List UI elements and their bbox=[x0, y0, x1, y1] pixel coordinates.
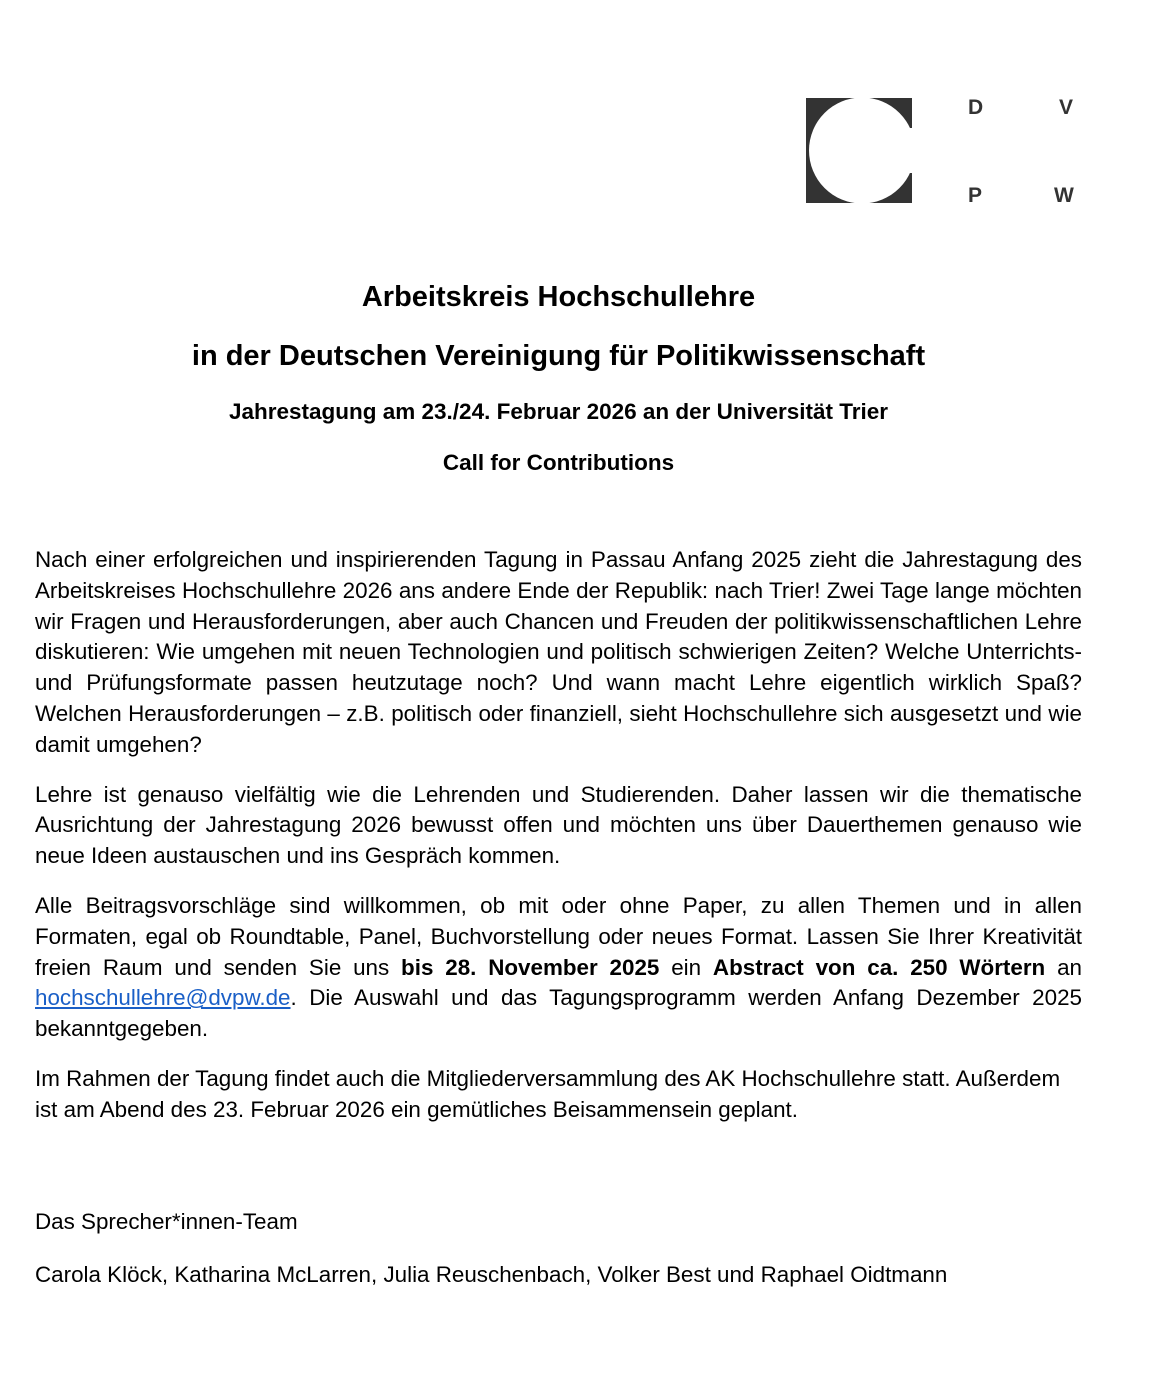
document-header bbox=[0, 280, 1117, 476]
call-for-contributions-heading: Call for Contributions bbox=[442, 450, 675, 475]
dvpw-logo-mark-icon bbox=[806, 98, 912, 203]
submission-text-3: an bbox=[1045, 954, 1082, 980]
event-subtitle: Jahrestagung am 23./24. Februar 2026 an der Universität Trier bbox=[228, 399, 889, 424]
paragraph-theme: Lehre ist genauso vielfältig wie die Lehrenden und Studierenden. Daher lassen wir die thematische Ausrichtung der Jahrestagung 2026 bewusst offen und möchten uns über Dauerthemen genauso wie neue Ideen austauschen und ins Gespräch kommen. bbox=[35, 781, 1082, 869]
email-link[interactable]: hochschullehre@dvpw.de bbox=[35, 985, 291, 1011]
submission-text-2: ein bbox=[659, 954, 713, 980]
logo-letter-d: D bbox=[968, 96, 984, 119]
paragraph-meeting: Im Rahmen der Tagung findet auch die Mitgliederversammlung des AK Hochschullehre statt. Außerdem ist am Abend des 23. Februar 2026 ein gemütliches Beisammensein geplant. bbox=[35, 1065, 1061, 1122]
logo-letter-p: P bbox=[968, 184, 983, 207]
title-line-2: in der Deutschen Vereinigung für Politikwissenschaft bbox=[191, 340, 926, 372]
title-line-1: Arbeitskreis Hochschullehre bbox=[361, 281, 756, 313]
dvpw-logo bbox=[806, 98, 1106, 208]
abstract-length: Abstract von ca. 250 Wörtern bbox=[712, 954, 1046, 980]
paragraph-submission bbox=[35, 891, 1082, 1045]
team-label: Das Sprecher*innen-Team bbox=[35, 1209, 298, 1234]
signoff bbox=[35, 1207, 1135, 1313]
submission-text-4: . Die Auswahl und das Tagungsprogramm werden Anfang Dezember 2025 bekanntgegeben. bbox=[35, 985, 1082, 1042]
document-body bbox=[35, 545, 1082, 1145]
logo-letter-v: V bbox=[1059, 96, 1074, 119]
submission-text-1: Alle Beitragsvorschläge sind willkommen, ob mit oder ohne Paper, zu allen Themen und in allen Formaten, egal ob Roundtable, Panel, Buchvorstellung oder neues Format. Lassen Sie Ihrer Kreativität freien Raum und senden Sie uns bbox=[35, 892, 1082, 980]
paragraph-intro: Nach einer erfolgreichen und inspirierenden Tagung in Passau Anfang 2025 zieht die Jahrestagung des Arbeitskreises Hochschullehre 2026 ans andere Ende der Republik: nach Trier! Zwei Tage lange möchten wir Fragen und Herausforderungen, aber auch Chancen und Freuden der politikwissenschaftlichen Lehre diskutieren: Wie umgehen mit neuen Technologien und politisch schwierigen Zeiten? Welche Unterrichts- und Prüfungsformate passen heutzutage noch? Und wann macht Lehre eigentlich wirklich Spaß? Welchen Herausforderungen – z.B. politisch oder finanziell, sieht Hochschullehre sich ausgesetzt und wie damit umgehen? bbox=[35, 547, 1082, 757]
submission-deadline: bis 28. November 2025 bbox=[401, 954, 660, 980]
team-names: Carola Klöck, Katharina McLarren, Julia Reuschenbach, Volker Best und Raphael Oidtmann bbox=[35, 1261, 948, 1287]
logo-letter-w: W bbox=[1054, 184, 1074, 207]
